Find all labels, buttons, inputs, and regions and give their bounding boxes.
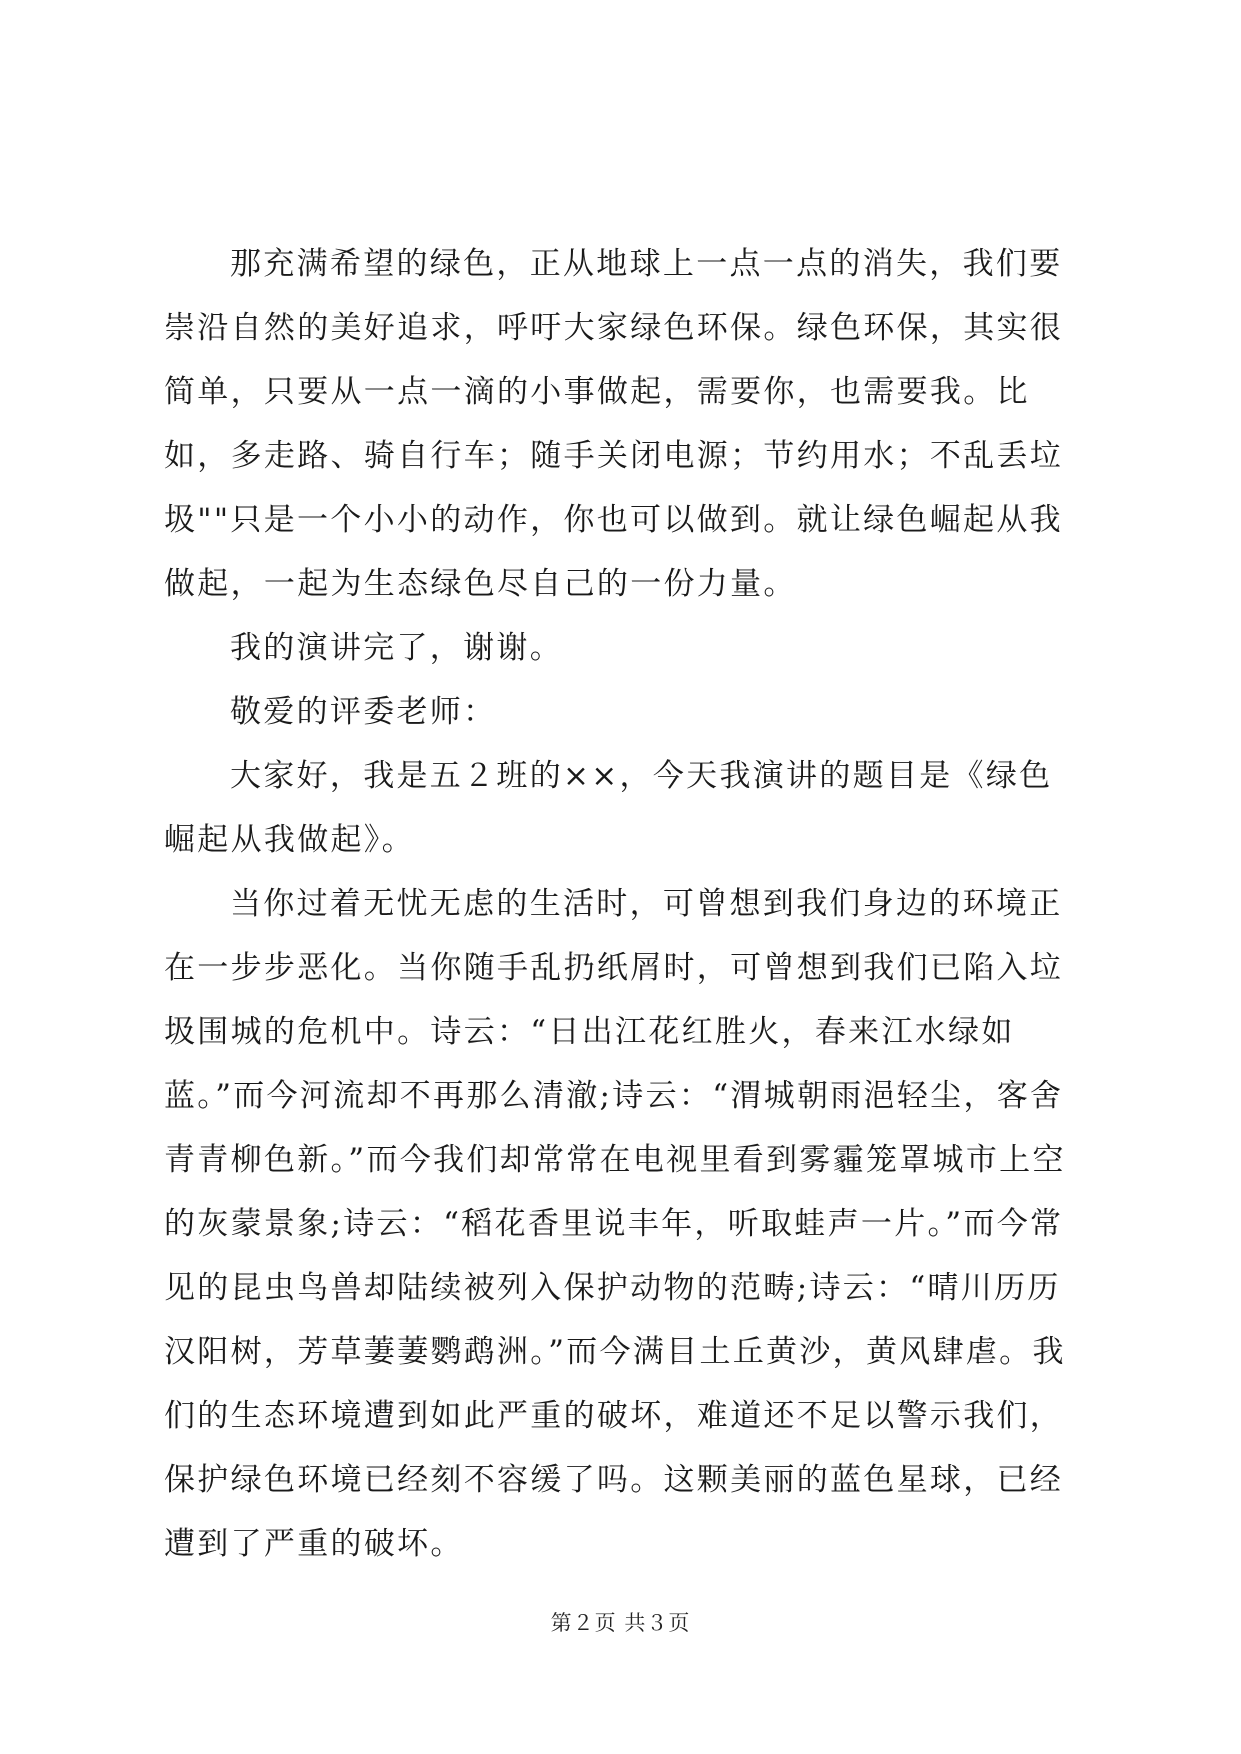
page-number-footer: 第２页 共３页 bbox=[550, 1611, 691, 1635]
paragraph: 那充满希望的绿色，正从地球上一点一点的消失，我们要崇沿自然的美好追求，呼吁大家绿色环保。绿色环保，其实很简单，只要从一点一滴的小事做起，需要你，也需要我。比如，多走路、骑自行车；随手关闭电源；节约用水；不乱丢垃圾""只是一个小小的动作，你也可以做到。就让绿色崛起从我做起，一起为生态绿色尽自己的一份力量。 bbox=[164, 246, 1064, 602]
paragraph: 我的演讲完了，谢谢。 bbox=[230, 630, 563, 666]
document-body bbox=[164, 232, 1084, 1576]
paragraph: 当你过着无忧无虑的生活时，可曾想到我们身边的环境正在一步步恶化。当你随手乱扔纸屑时，可曾想到我们已陷入垃圾围城的危机中。诗云：“日出江花红胜火，春来江水绿如蓝。”而今河流却不再那么清澈;诗云：“渭城朝雨浥轻尘，客舍青青柳色新。”而今我们却常常在电视里看到雾霾笼罩城市上空的灰蒙景象;诗云：“稻花香里说丰年，听取蛙声一片。”而今常见的昆虫鸟兽却陆续被列入保护动物的范畴;诗云：“晴川历历汉阳树，芳草萋萋鹦鹉洲。”而今满目土丘黄沙，黄风肆虐。我们的生态环境遭到如此严重的破坏，难道还不足以警示我们，保护绿色环境已经刻不容缓了吗。这颗美丽的蓝色星球，已经遭到了严重的破坏。 bbox=[164, 886, 1066, 1562]
paragraph: 敬爱的评委老师： bbox=[230, 694, 497, 730]
paragraph: 大家好，我是五２班的××，今天我演讲的题目是《绿色崛起从我做起》。 bbox=[164, 758, 1053, 858]
